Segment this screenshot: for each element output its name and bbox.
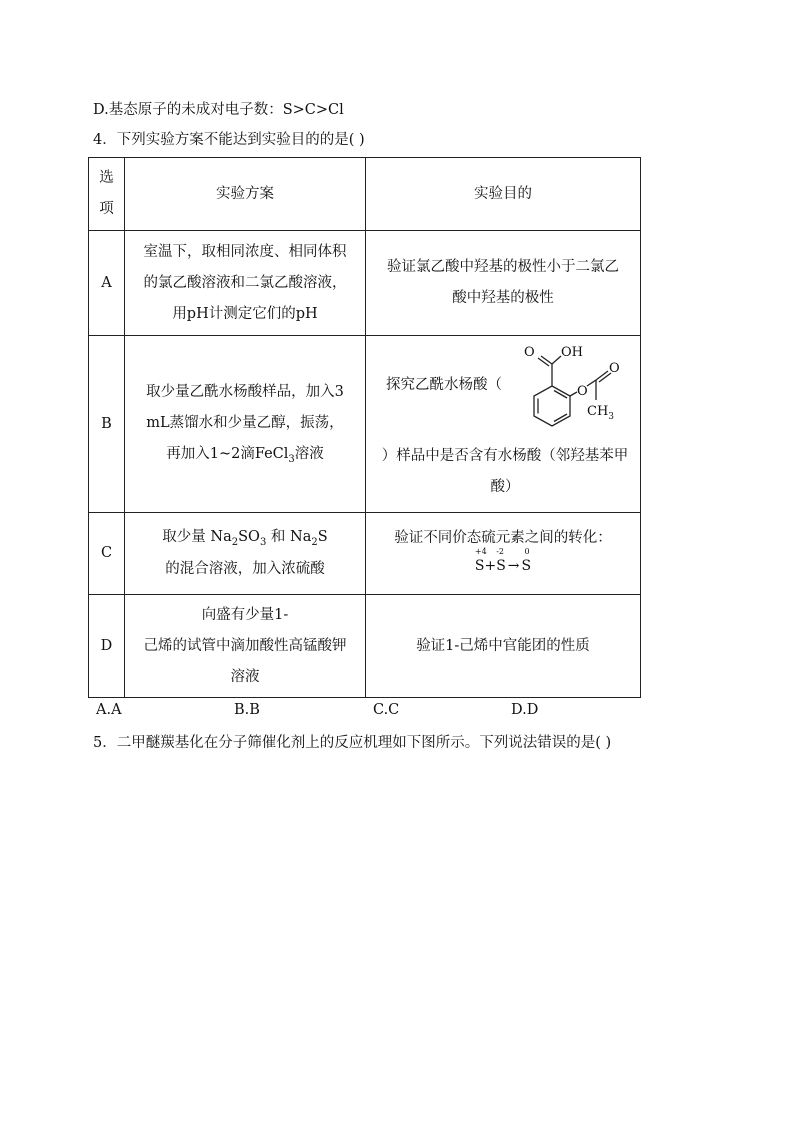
- row-a-purpose: [366, 231, 641, 336]
- choice-d[interactable]: D.D: [511, 702, 539, 718]
- row-d-plan-line2: 己烯的试管中滴加酸性高锰酸钾: [143, 637, 347, 654]
- row-c-label: C: [89, 513, 125, 595]
- row-a-plan-line2: 的氯乙酸溶液和二氯乙酸溶液，: [143, 274, 347, 291]
- row-a-plan: [125, 231, 366, 336]
- so3-subscript: 3: [259, 537, 267, 548]
- table-row-c: [89, 513, 641, 595]
- row-d-purpose: 验证1-己烯中官能团的性质: [366, 595, 641, 698]
- header-option-line1: 选: [99, 170, 114, 186]
- oxidation-state-minus2: -2: [496, 547, 504, 556]
- row-d-plan: [125, 595, 366, 698]
- row-b-plan-line3-post: 溶液: [294, 446, 324, 462]
- choice-b[interactable]: B.B: [234, 702, 260, 718]
- row-b-plan-line1: 取少量乙酰水杨酸样品，加入3: [146, 384, 344, 400]
- methyl-subscript: 3: [608, 412, 615, 422]
- table-row-a: [89, 231, 641, 336]
- sulfur-2: S: [496, 558, 506, 574]
- choice-a[interactable]: A.A: [96, 702, 122, 718]
- sulfur-3: S: [521, 558, 532, 574]
- choice-c[interactable]: C.C: [373, 702, 400, 718]
- row-a-purpose-line1: 验证氯乙酸中羟基的极性小于二氯乙: [387, 259, 619, 275]
- sulfur-plus4: [474, 547, 487, 574]
- row-a-plan-line3: 用pH计测定它们的pH: [172, 305, 318, 322]
- row-a-plan-line1: 室温下，取相同浓度、相同体积: [143, 243, 347, 260]
- row-a-purpose-line2: 酸中羟基的极性: [452, 290, 554, 306]
- sulfur-1: S: [474, 558, 485, 574]
- row-b-purpose-post: ）样品中是否含有水杨酸（邻羟基苯甲酸）: [381, 448, 629, 495]
- row-b-plan-line2: mL蒸馏水和少量乙醇，振荡，: [146, 415, 344, 431]
- na2-subscript: 2: [231, 537, 239, 548]
- row-c-plan-c: 和 Na: [266, 529, 312, 545]
- carbonyl-oxygen-label: O: [524, 345, 535, 360]
- na2s-subscript: 2: [311, 537, 318, 548]
- hydroxyl-label: OH: [561, 345, 583, 360]
- row-c-plan-b: SO: [238, 529, 260, 545]
- row-c-plan: [125, 513, 366, 595]
- question-4: 4．下列实验方案不能达到实验目的的是( ): [93, 132, 365, 148]
- row-d-plan-line3: 溶液: [230, 668, 260, 685]
- row-a-label: A: [89, 231, 125, 336]
- methyl-label-ch: CH: [587, 404, 609, 419]
- row-c-plan-d: S: [317, 529, 328, 545]
- fecl3-subscript: 3: [288, 454, 295, 465]
- oxidation-state-plus4: +4: [474, 547, 487, 556]
- header-option: [89, 158, 125, 231]
- row-d-plan-line1: 向盛有少量1-: [201, 606, 289, 623]
- methyl-label: [587, 404, 614, 422]
- answer-choices: [0, 702, 794, 722]
- row-b-plan-line3-pre: 再加入1~2滴FeCl: [166, 446, 289, 462]
- ester-oxygen-label: O: [577, 384, 588, 399]
- row-b-purpose: [366, 336, 641, 513]
- reaction-arrow: →: [507, 558, 520, 574]
- header-option-line2: 项: [99, 201, 114, 217]
- sulfur-minus2: [496, 547, 506, 574]
- experiment-table: [88, 157, 641, 698]
- table-row-d: [89, 595, 641, 698]
- table-row-b: [89, 336, 641, 513]
- table-header-row: [89, 158, 641, 231]
- oxidation-state-zero: 0: [524, 547, 530, 556]
- row-c-plan-a: 取少量 Na: [162, 529, 232, 545]
- row-b-plan-line3: [131, 439, 359, 471]
- header-purpose: 实验目的: [366, 158, 641, 231]
- row-b-label: B: [89, 336, 125, 513]
- acetylsalicylic-acid-structure: [516, 342, 634, 440]
- plus-sign: +: [484, 558, 497, 574]
- sulfur-redox-equation: [474, 547, 532, 575]
- row-b-purpose-pre: 探究乙酰水杨酸（: [386, 377, 502, 393]
- row-c-plan-line1: [131, 522, 359, 554]
- sulfur-zero: [521, 547, 532, 574]
- question-5: 5．二甲醚羰基化在分子筛催化剂上的反应机理如下图所示。下列说法错误的是( ): [93, 735, 612, 751]
- row-c-purpose: [366, 513, 641, 595]
- acetyl-oxygen-label: O: [609, 361, 620, 376]
- option-d-text: D.基态原子的未成对电子数：S>C>Cl: [93, 102, 344, 118]
- header-plan: 实验方案: [125, 158, 366, 231]
- row-b-plan: [125, 336, 366, 513]
- row-d-label: D: [89, 595, 125, 698]
- row-c-plan-line2: 的混合溶液，加入浓硫酸: [165, 561, 325, 577]
- row-c-purpose-line1: 验证不同价态硫元素之间的转化：: [394, 530, 612, 546]
